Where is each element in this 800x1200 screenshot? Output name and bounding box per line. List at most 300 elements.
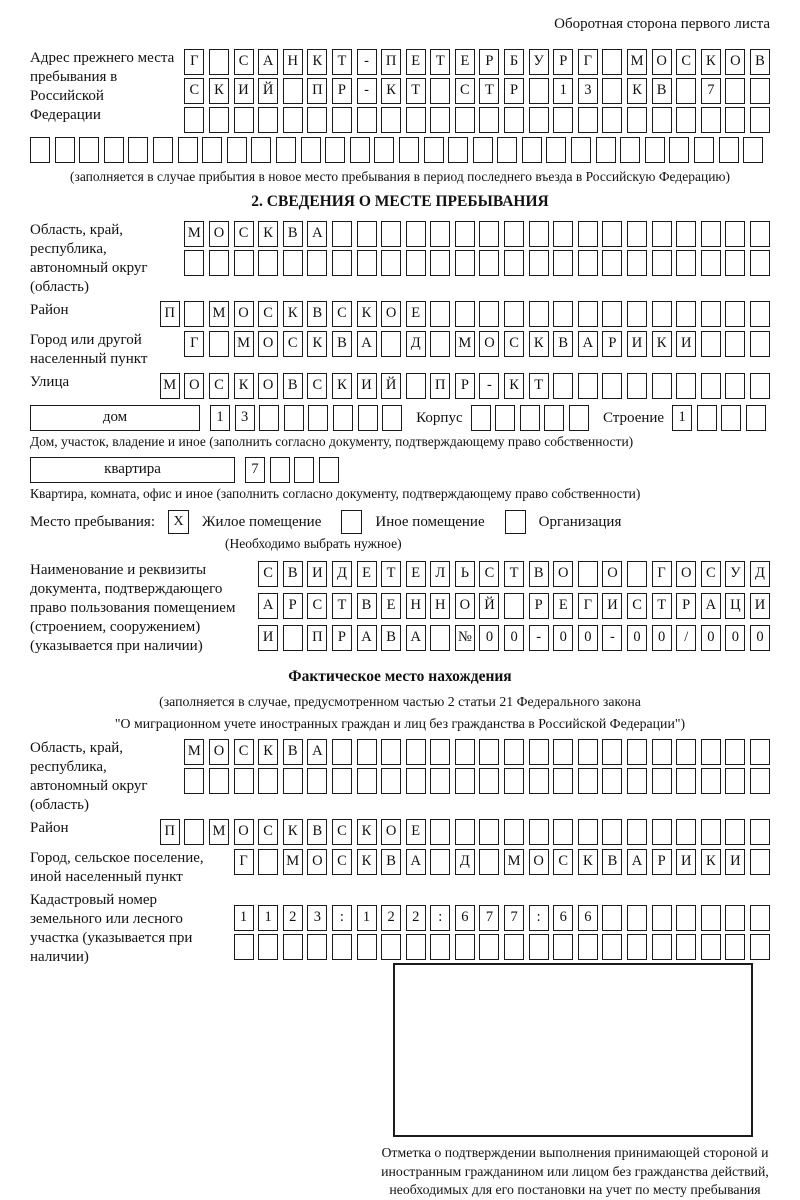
char-box[interactable] [652,819,672,845]
char-box[interactable]: С [234,49,254,75]
char-box[interactable]: С [332,849,352,875]
char-box[interactable]: Н [283,49,303,75]
char-box[interactable]: 7 [245,457,265,483]
char-box[interactable]: А [578,331,598,357]
char-box[interactable] [504,739,524,765]
char-box[interactable] [479,301,499,327]
char-box[interactable] [553,819,573,845]
char-box[interactable]: 2 [381,905,401,931]
char-box[interactable] [652,373,672,399]
char-box[interactable]: А [357,331,377,357]
char-box[interactable]: В [307,301,327,327]
char-box[interactable]: К [357,301,377,327]
char-box[interactable] [430,250,450,276]
char-box[interactable]: А [627,849,647,875]
char-box[interactable]: Г [578,49,598,75]
char-box[interactable]: 0 [701,625,721,651]
char-box[interactable] [374,137,394,163]
char-box[interactable] [578,250,598,276]
char-box[interactable]: А [307,221,327,247]
char-box[interactable] [652,934,672,960]
char-box[interactable] [553,934,573,960]
char-box[interactable] [725,905,745,931]
char-box[interactable]: К [258,221,278,247]
char-box[interactable]: С [258,561,278,587]
char-box[interactable]: К [529,331,549,357]
char-box[interactable] [406,768,426,794]
char-box[interactable]: С [184,78,204,104]
char-box[interactable]: / [676,625,696,651]
char-box[interactable]: И [307,561,327,587]
char-box[interactable]: С [332,819,352,845]
char-box[interactable] [701,331,721,357]
char-box[interactable]: Д [750,561,770,587]
char-box[interactable] [694,137,714,163]
char-box[interactable] [350,137,370,163]
char-box[interactable] [332,739,352,765]
char-box[interactable]: 0 [627,625,647,651]
char-box[interactable] [701,819,721,845]
char-box[interactable] [602,373,622,399]
char-box[interactable] [455,107,475,133]
char-box[interactable]: И [602,593,622,619]
char-box[interactable]: 0 [750,625,770,651]
char-box[interactable]: 6 [553,905,573,931]
char-box[interactable] [676,768,696,794]
char-box[interactable]: Р [676,593,696,619]
char-box[interactable]: И [258,625,278,651]
char-box[interactable]: Й [258,78,278,104]
char-box[interactable]: П [307,78,327,104]
char-box[interactable]: 1 [234,905,254,931]
char-box[interactable] [357,768,377,794]
char-box[interactable]: Т [406,78,426,104]
char-box[interactable] [504,107,524,133]
char-box[interactable] [529,250,549,276]
char-box[interactable]: - [529,625,549,651]
char-box[interactable] [258,250,278,276]
char-box[interactable] [209,768,229,794]
char-box[interactable] [645,137,665,163]
char-box[interactable]: К [652,331,672,357]
char-box[interactable] [602,250,622,276]
char-box[interactable]: М [234,331,254,357]
char-box[interactable] [725,331,745,357]
char-box[interactable]: В [553,331,573,357]
char-box[interactable] [750,739,770,765]
char-box[interactable]: С [627,593,647,619]
char-box[interactable] [725,301,745,327]
char-box[interactable] [750,934,770,960]
char-box[interactable] [725,250,745,276]
char-box[interactable]: С [479,561,499,587]
char-box[interactable] [627,905,647,931]
char-box[interactable]: Т [504,561,524,587]
char-box[interactable] [430,625,450,651]
char-box[interactable] [430,934,450,960]
char-box[interactable] [578,373,598,399]
char-box[interactable] [578,107,598,133]
char-box[interactable]: Р [652,849,672,875]
char-box[interactable] [750,107,770,133]
char-box[interactable]: И [234,78,254,104]
char-box[interactable] [319,457,339,483]
char-box[interactable] [578,819,598,845]
char-box[interactable] [529,768,549,794]
char-box[interactable]: К [258,739,278,765]
char-box[interactable]: 0 [504,625,524,651]
char-box[interactable]: Д [332,561,352,587]
char-box[interactable] [455,819,475,845]
char-box[interactable] [430,107,450,133]
char-box[interactable] [406,221,426,247]
char-box[interactable] [652,221,672,247]
char-box[interactable] [430,849,450,875]
char-box[interactable] [504,593,524,619]
char-box[interactable]: М [504,849,524,875]
char-box[interactable]: П [160,301,180,327]
char-box[interactable] [308,405,328,431]
char-box[interactable]: С [553,849,573,875]
char-box[interactable]: К [578,849,598,875]
char-box[interactable]: О [209,221,229,247]
char-box[interactable] [529,221,549,247]
char-box[interactable] [424,137,444,163]
char-box[interactable]: 6 [455,905,475,931]
char-box[interactable]: О [234,819,254,845]
char-box[interactable] [55,137,75,163]
char-box[interactable]: 7 [504,905,524,931]
char-box[interactable] [381,250,401,276]
char-box[interactable] [382,405,402,431]
char-box[interactable]: О [307,849,327,875]
char-box[interactable]: И [676,331,696,357]
char-box[interactable]: А [406,849,426,875]
char-box[interactable]: А [258,593,278,619]
char-box[interactable]: О [381,301,401,327]
char-box[interactable] [701,250,721,276]
char-box[interactable] [701,768,721,794]
char-box[interactable] [258,849,278,875]
char-box[interactable]: С [209,373,229,399]
char-box[interactable] [234,934,254,960]
char-box[interactable] [209,107,229,133]
char-box[interactable]: С [455,78,475,104]
char-box[interactable]: 7 [701,78,721,104]
char-box[interactable] [455,739,475,765]
char-box[interactable] [479,819,499,845]
char-box[interactable] [676,221,696,247]
char-box[interactable] [652,739,672,765]
char-box[interactable]: С [701,561,721,587]
char-box[interactable] [544,405,564,431]
char-box[interactable] [676,373,696,399]
char-box[interactable] [627,768,647,794]
char-box[interactable]: В [381,625,401,651]
char-box[interactable] [357,250,377,276]
char-box[interactable]: В [283,739,303,765]
char-box[interactable]: 3 [578,78,598,104]
char-box[interactable]: Г [184,49,204,75]
char-box[interactable] [504,768,524,794]
char-box[interactable] [669,137,689,163]
char-box[interactable]: М [209,819,229,845]
char-box[interactable] [184,768,204,794]
char-box[interactable] [332,768,352,794]
char-box[interactable]: Е [406,301,426,327]
char-box[interactable] [406,934,426,960]
char-box[interactable] [627,934,647,960]
char-box[interactable] [259,405,279,431]
char-box[interactable]: С [332,301,352,327]
char-box[interactable] [750,331,770,357]
char-box[interactable]: Т [479,78,499,104]
char-box[interactable] [283,78,303,104]
char-box[interactable] [652,905,672,931]
char-box[interactable]: К [357,819,377,845]
char-box[interactable] [697,405,717,431]
char-box[interactable] [701,221,721,247]
char-box[interactable]: К [357,849,377,875]
char-box[interactable] [627,221,647,247]
char-box[interactable] [676,107,696,133]
char-box[interactable] [381,768,401,794]
char-box[interactable] [652,301,672,327]
char-box[interactable] [750,301,770,327]
char-box[interactable] [357,107,377,133]
char-box[interactable]: М [184,739,204,765]
char-box[interactable] [479,250,499,276]
char-box[interactable] [504,819,524,845]
char-box[interactable]: К [701,849,721,875]
char-box[interactable]: Г [652,561,672,587]
char-box[interactable]: П [160,819,180,845]
char-box[interactable]: М [184,221,204,247]
char-box[interactable]: О [725,49,745,75]
char-box[interactable] [676,301,696,327]
char-box[interactable] [430,331,450,357]
char-box[interactable]: : [332,905,352,931]
char-box[interactable] [430,221,450,247]
char-box[interactable]: С [234,221,254,247]
char-box[interactable]: Ь [455,561,475,587]
char-box[interactable] [381,331,401,357]
char-box[interactable]: 1 [357,905,377,931]
char-box[interactable]: Е [455,49,475,75]
char-box[interactable]: М [627,49,647,75]
char-box[interactable]: Й [479,593,499,619]
char-box[interactable] [602,301,622,327]
char-box[interactable]: Т [529,373,549,399]
char-box[interactable] [652,768,672,794]
char-box[interactable] [495,405,515,431]
char-box[interactable] [209,331,229,357]
char-box[interactable]: П [307,625,327,651]
char-box[interactable] [553,768,573,794]
char-box[interactable]: 2 [406,905,426,931]
char-box[interactable] [128,137,148,163]
char-box[interactable] [202,137,222,163]
char-box[interactable]: Р [553,49,573,75]
char-box[interactable]: В [529,561,549,587]
char-box[interactable]: В [283,561,303,587]
char-box[interactable] [750,768,770,794]
char-box[interactable]: Р [283,593,303,619]
char-box[interactable] [283,934,303,960]
char-box[interactable]: С [283,331,303,357]
char-box[interactable]: Р [602,331,622,357]
char-box[interactable]: О [381,819,401,845]
char-box[interactable] [406,250,426,276]
char-box[interactable]: А [357,625,377,651]
char-box[interactable] [746,405,766,431]
char-box[interactable]: К [381,78,401,104]
char-box[interactable] [184,301,204,327]
char-box[interactable] [529,78,549,104]
char-box[interactable]: О [209,739,229,765]
char-box[interactable]: У [725,561,745,587]
char-box[interactable] [725,934,745,960]
char-box[interactable]: 3 [235,405,255,431]
char-box[interactable]: Н [430,593,450,619]
char-box[interactable] [283,768,303,794]
char-box[interactable] [307,250,327,276]
char-box[interactable]: А [701,593,721,619]
char-box[interactable]: С [258,301,278,327]
char-box[interactable] [251,137,271,163]
char-box[interactable] [725,107,745,133]
char-box[interactable] [553,250,573,276]
char-box[interactable] [332,934,352,960]
checkbox-inoe-pomeshchenie[interactable] [341,510,362,534]
char-box[interactable]: В [750,49,770,75]
char-box[interactable] [529,819,549,845]
char-box[interactable] [529,301,549,327]
char-box[interactable] [381,739,401,765]
char-box[interactable]: 1 [258,905,278,931]
char-box[interactable] [209,49,229,75]
char-box[interactable]: К [332,373,352,399]
char-box[interactable] [471,405,491,431]
char-box[interactable]: А [406,625,426,651]
char-box[interactable] [701,905,721,931]
char-box[interactable] [406,107,426,133]
char-box[interactable] [578,768,598,794]
char-box[interactable] [627,301,647,327]
char-box[interactable]: В [283,221,303,247]
char-box[interactable] [283,107,303,133]
char-box[interactable] [725,819,745,845]
char-box[interactable] [258,768,278,794]
char-box[interactable]: Т [332,593,352,619]
char-box[interactable] [676,934,696,960]
char-box[interactable] [721,405,741,431]
char-box[interactable] [258,934,278,960]
char-box[interactable] [333,405,353,431]
char-box[interactable] [750,78,770,104]
char-box[interactable]: - [357,49,377,75]
char-box[interactable] [627,561,647,587]
char-box[interactable] [479,107,499,133]
char-box[interactable] [455,221,475,247]
char-box[interactable] [652,250,672,276]
char-box[interactable] [725,221,745,247]
char-box[interactable] [307,768,327,794]
char-box[interactable]: И [357,373,377,399]
char-box[interactable]: К [234,373,254,399]
char-box[interactable] [578,934,598,960]
char-box[interactable]: Р [504,78,524,104]
char-box[interactable] [357,934,377,960]
char-box[interactable]: Р [479,49,499,75]
char-box[interactable]: О [258,373,278,399]
char-box[interactable]: К [504,373,524,399]
char-box[interactable] [406,373,426,399]
char-box[interactable]: Г [578,593,598,619]
char-box[interactable] [725,768,745,794]
char-box[interactable]: № [455,625,475,651]
char-box[interactable]: 1 [672,405,692,431]
char-box[interactable] [602,221,622,247]
char-box[interactable] [332,221,352,247]
char-box[interactable] [529,739,549,765]
char-box[interactable]: 2 [283,905,303,931]
char-box[interactable]: - [602,625,622,651]
char-box[interactable]: К [627,78,647,104]
char-box[interactable]: Г [184,331,204,357]
char-box[interactable] [430,819,450,845]
char-box[interactable]: 0 [578,625,598,651]
char-box[interactable] [750,221,770,247]
char-box[interactable] [357,221,377,247]
char-box[interactable] [620,137,640,163]
char-box[interactable]: Р [455,373,475,399]
char-box[interactable]: М [283,849,303,875]
char-box[interactable] [184,107,204,133]
char-box[interactable]: К [701,49,721,75]
char-box[interactable] [553,373,573,399]
char-box[interactable] [725,373,745,399]
char-box[interactable]: 3 [307,905,327,931]
char-box[interactable] [701,739,721,765]
char-box[interactable]: Г [234,849,254,875]
char-box[interactable]: В [307,819,327,845]
char-box[interactable]: Ц [725,593,745,619]
char-box[interactable] [627,250,647,276]
char-box[interactable] [479,221,499,247]
char-box[interactable] [701,373,721,399]
char-box[interactable] [294,457,314,483]
char-box[interactable]: А [258,49,278,75]
char-box[interactable] [676,819,696,845]
char-box[interactable] [276,137,296,163]
char-box[interactable] [725,739,745,765]
char-box[interactable]: Т [652,593,672,619]
char-box[interactable]: Е [357,561,377,587]
char-box[interactable] [602,768,622,794]
char-box[interactable] [381,934,401,960]
char-box[interactable]: П [430,373,450,399]
char-box[interactable]: М [160,373,180,399]
char-box[interactable] [284,405,304,431]
char-box[interactable]: Е [406,819,426,845]
char-box[interactable] [627,373,647,399]
char-box[interactable]: Е [406,561,426,587]
char-box[interactable] [602,107,622,133]
char-box[interactable] [79,137,99,163]
char-box[interactable]: 7 [479,905,499,931]
char-box[interactable] [184,819,204,845]
